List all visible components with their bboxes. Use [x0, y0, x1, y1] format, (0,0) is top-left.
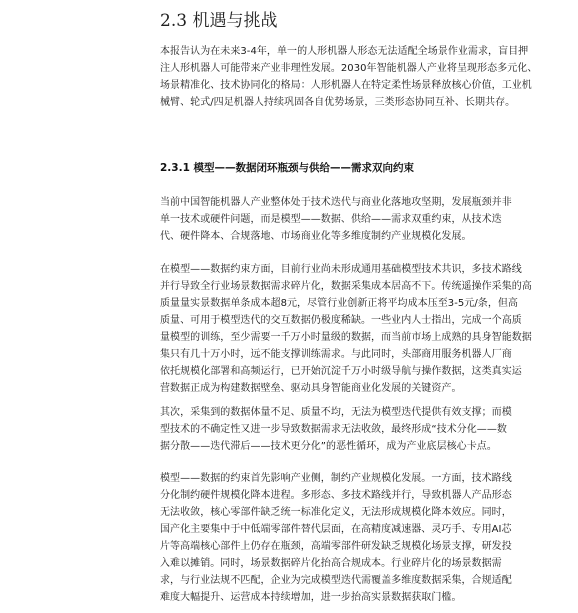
paragraph-1	[160, 194, 550, 245]
subsection-title: 2.3.1 模型——数据闭环瓶颈与供给——需求双向约束	[160, 162, 415, 174]
text-line: 注人形机器人可能带来产业非理性发展。2030年智能机器人产业将呈现形态多元化、	[160, 63, 538, 74]
text-line: 模型——数据的约束首先影响产业侧，制约产业规模化发展。一方面，技术路线	[160, 473, 512, 484]
text-line: 量模型的训练，至少需要一千万小时量级的数据，而当前市场上成熟的具身智能数据	[160, 332, 532, 343]
text-line: 入难以摊销。同时，场景数据碎片化抬高合规成本。行业碎片化的场景数据需	[160, 558, 502, 569]
text-line: 型技术的不确定性又进一步导致数据需求无法收敛，最终形成“技术分化——数	[160, 424, 507, 435]
text-line: 场景精准化、技术协同化的格局：人形机器人在特定柔性场景释放核心价值，工业机	[160, 80, 532, 91]
text-line: 无法收敛，核心零部件缺乏统一标准化定义，无法形成规模化降本效应。同时，	[160, 507, 512, 518]
paragraph-2	[160, 261, 550, 397]
text-line: 其次，采集到的数据体量不足、质量不均，无法为模型迭代提供有效支撑；而模	[160, 407, 512, 418]
section-title: 2.3 机遇与挑战	[160, 11, 278, 31]
intro-paragraph	[160, 43, 550, 111]
text-line: 片等高端核心部件上仍存在瓶颈，高端零部件研发缺乏规模化场景支撑，研发投	[160, 541, 512, 552]
text-line: 代、硬件降本、合规落地、市场商业化等多维度制约产业规模化发展。	[160, 231, 472, 242]
text-line: 并行导致全行业场景数据需求碎片化，数据采集成本居高不下。传统遥操作采集的高	[160, 281, 532, 292]
text-line: 难度大幅提升、运营成本持续增加，进一步抬高实景数据获取门槛。	[160, 592, 462, 603]
text-line: 依托规模化部署和高频运行，已开始沉淀千万小时级导航与操作数据，这类真实运	[160, 366, 522, 377]
text-line: 本报告认为在未来3-4年，单一的人形机器人形态无法适配全场景作业需求，盲目押	[160, 46, 529, 57]
text-line: 械臂、轮式/四足机器人持续巩固各自优势场景，三类形态协同互补、长期共存。	[160, 97, 516, 108]
text-line: 单一技术或硬件问题，而是模型——数据、供给——需求双重约束，从技术迭	[160, 214, 502, 225]
text-line: 国产化主要集中于中低端零部件替代层面，在高精度减速器、灵巧手、专用AI芯	[160, 524, 512, 535]
text-line: 分化制约硬件规模化降本进程。多形态、多技术路线并行，导致机器人产品形态	[160, 490, 512, 501]
text-line: 求，与行业法规不匹配，企业为完成模型迭代需覆盖多维度数据采集，合规适配	[160, 575, 512, 586]
text-line: 当前中国智能机器人产业整体处于技术迭代与商业化落地攻坚期，发展瓶颈并非	[160, 197, 512, 208]
text-line: 质量、可用于模型迭代的交互数据仍极度稀缺。一些业内人士指出，完成一个高质	[160, 315, 522, 326]
paragraph-3	[160, 404, 550, 455]
text-line: 集只有几十万小时，远不能支撑训练需求。与此同时，头部商用服务机器人厂商	[160, 349, 512, 360]
text-line: 据分散——迭代滞后——技术更分化”的恶性循环，成为产业底层核心卡点。	[160, 441, 497, 452]
text-line: 在模型——数据约束方面，目前行业尚未形成通用基础模型技术共识，多技术路线	[160, 264, 522, 275]
text-line: 质量量实景数据单条成本超8元，尽管行业创新正将平均成本压至3-5元/条，但高	[160, 298, 518, 309]
text-line: 营数据正成为构建数据壁垒、驱动具身智能商业化发展的关键资产。	[160, 383, 462, 394]
paragraph-4	[160, 470, 550, 606]
